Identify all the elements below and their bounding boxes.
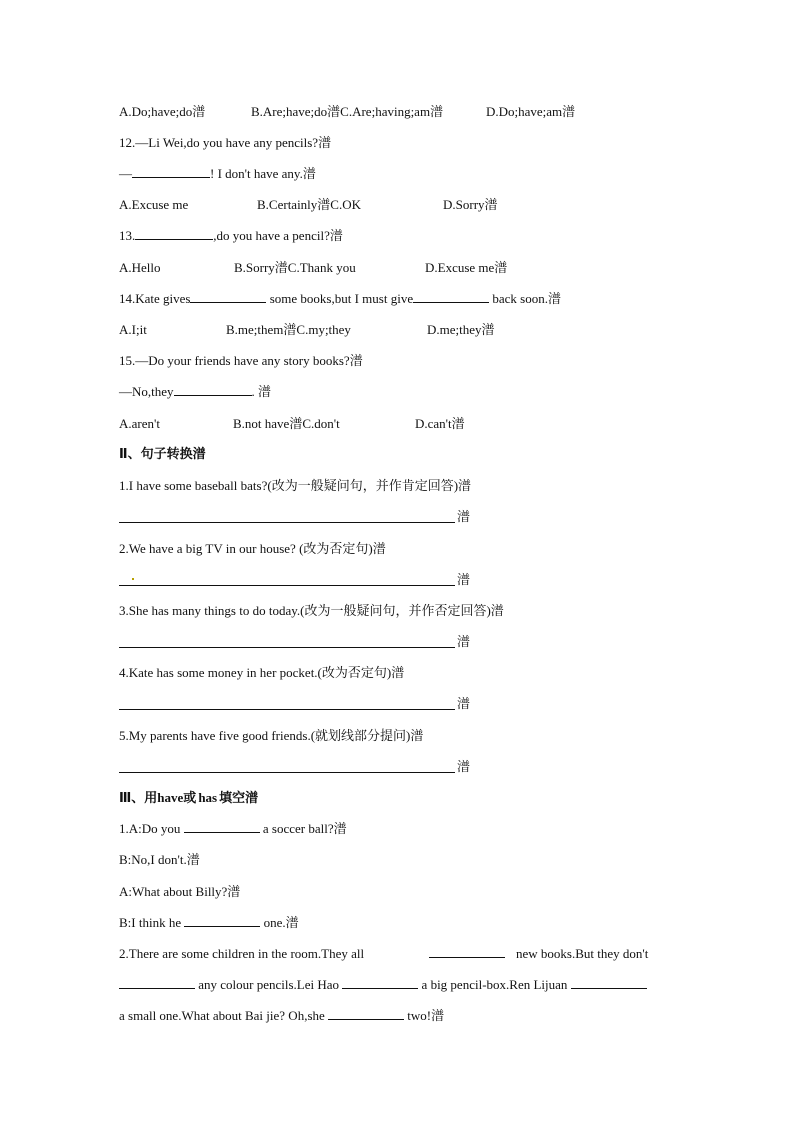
s3-q1-a2: A:What about Billy?潽 — [119, 884, 241, 899]
s2-q3: 3.She has many things to do today.(改为一般疑问句，并作否定回答)潽 — [119, 603, 504, 618]
s3-q1-b2: B:I think he one.潽 — [119, 915, 299, 930]
s2-q5: 5.My parents have five good friends.(就划线部分提问)潽 — [119, 728, 424, 743]
blank[interactable] — [184, 915, 260, 927]
s3-q2-line3: a small one.What about Bai jie? Oh,she two!潽 — [119, 1008, 445, 1023]
s2-q5-answer-line[interactable]: 潽 — [119, 759, 479, 775]
q15-option-a: A.aren't — [119, 416, 160, 431]
q15-option-bc: B.not have潽C.don't — [233, 416, 340, 431]
blank[interactable] — [413, 291, 489, 303]
blank[interactable] — [135, 228, 213, 240]
q13-option-d: D.Excuse me潽 — [425, 260, 508, 275]
s3-q2-line2: any colour pencils.Lei Hao a big pencil-box.Ren Lijuan — [119, 977, 647, 993]
s2-q2: 2.We have a big TV in our house? (改为否定句)潽 — [119, 541, 386, 556]
q14-stem: 14.Kate gives some books,but I must give back soon.潽 — [119, 291, 561, 306]
s2-q1: 1.I have some baseball bats?(改为一般疑问句，并作肯定回答)潽 — [119, 478, 472, 493]
s2-q4-answer-line[interactable]: 潽 — [119, 696, 479, 712]
q11-option-a: A.Do;have;do潽 — [119, 104, 206, 119]
q13-stem: 13. ,do you have a pencil?潽 — [119, 228, 343, 243]
q12-answer-line: — ! I don't have any.潽 — [119, 166, 316, 181]
q15-answer-line: —No,they . 潽 — [119, 384, 272, 399]
worksheet-page: A.Do;have;do潽 B.Are;have;do潽C.Are;having;am潽 D.Do;have;am潽 12.—Li Wei,do you have any pencils?潽 — ! I don't have any.潽 A.Excuse me B.Certainly潽C.OK D.Sorry潽 13. ,do you have a pencil?潽 A.Hello B.Sorry潽C.Thank you D.Excuse me潽 14.Kate gives some books,but I must give back soon.潽 A.I;it B.me;them潽C.my;they D.me;they潽 15.—Do your friends have any story books?潽 —No,they . 潽 A.aren't B.not have潽C.don't D.can't潽 Ⅱ、句子转换潽 1.I have some baseball bats?(改为一般疑问句，并作肯定回答)潽 潽 2.We have a big TV in our house? (改为否定句)潽 潽 3.She has many things to do today.(改为一般疑问句，并作否定回答)潽 潽 4.Kate has some money in her pocket.(改为否定句)潽 潽 5.My parents have five good friends.(就划线部分提问)潽 潽 Ⅲ、用have或 has 填空潽 1.A:Do you a soccer ball?潽 B:No,I don't.潽 A:What about Billy?潽 B:I think he one.潽 2.There are some children in the room.They all new books.But they don't any colour pencils.Lei Hao a big pencil-box.Ren Lijuan a small one.What about Bai jie? Oh,she two!潽 — [119, 104, 649, 1023]
q14-option-bc: B.me;them潽C.my;they — [226, 322, 351, 337]
s2-q3-answer-line[interactable]: 潽 — [119, 634, 479, 650]
s2-q1-answer-line[interactable]: 潽 — [119, 509, 479, 525]
blank[interactable] — [132, 166, 210, 178]
q12-stem: 12.—Li Wei,do you have any pencils?潽 — [119, 135, 332, 150]
dot-mark — [132, 578, 134, 580]
q15-stem: 15.—Do your friends have any story books?潽 — [119, 353, 363, 368]
q14-option-d: D.me;they潽 — [427, 322, 495, 337]
q12-option-d: D.Sorry潽 — [443, 197, 498, 212]
s2-q4: 4.Kate has some money in her pocket.(改为否定句)潽 — [119, 665, 405, 680]
q11-option-bc: B.Are;have;do潽C.Are;having;am潽 — [251, 104, 444, 119]
q13-option-a: A.Hello — [119, 260, 161, 275]
blank[interactable] — [429, 946, 505, 958]
q13-option-bc: B.Sorry潽C.Thank you — [234, 260, 356, 275]
q14-option-a: A.I;it — [119, 322, 147, 337]
blank[interactable] — [119, 977, 195, 989]
blank[interactable] — [174, 384, 252, 396]
q11-option-d: D.Do;have;am潽 — [486, 104, 576, 119]
q15-option-d: D.can't潽 — [415, 416, 465, 431]
q12-option-bc: B.Certainly潽C.OK — [257, 197, 361, 212]
blank[interactable] — [342, 977, 418, 989]
q12-option-a: A.Excuse me — [119, 197, 189, 212]
section-2-heading: Ⅱ、句子转换潽 — [119, 447, 206, 462]
blank[interactable] — [190, 291, 266, 303]
section-3-heading: Ⅲ、用have或 has 填空潽 — [119, 790, 259, 806]
blank[interactable] — [328, 1008, 404, 1020]
s2-q2-answer-line[interactable]: 潽 — [119, 572, 479, 588]
s3-q1-a: 1.A:Do you a soccer ball?潽 — [119, 821, 347, 836]
blank[interactable] — [184, 821, 260, 833]
blank[interactable] — [571, 977, 647, 989]
s3-q1-b: B:No,I don't.潽 — [119, 852, 200, 867]
